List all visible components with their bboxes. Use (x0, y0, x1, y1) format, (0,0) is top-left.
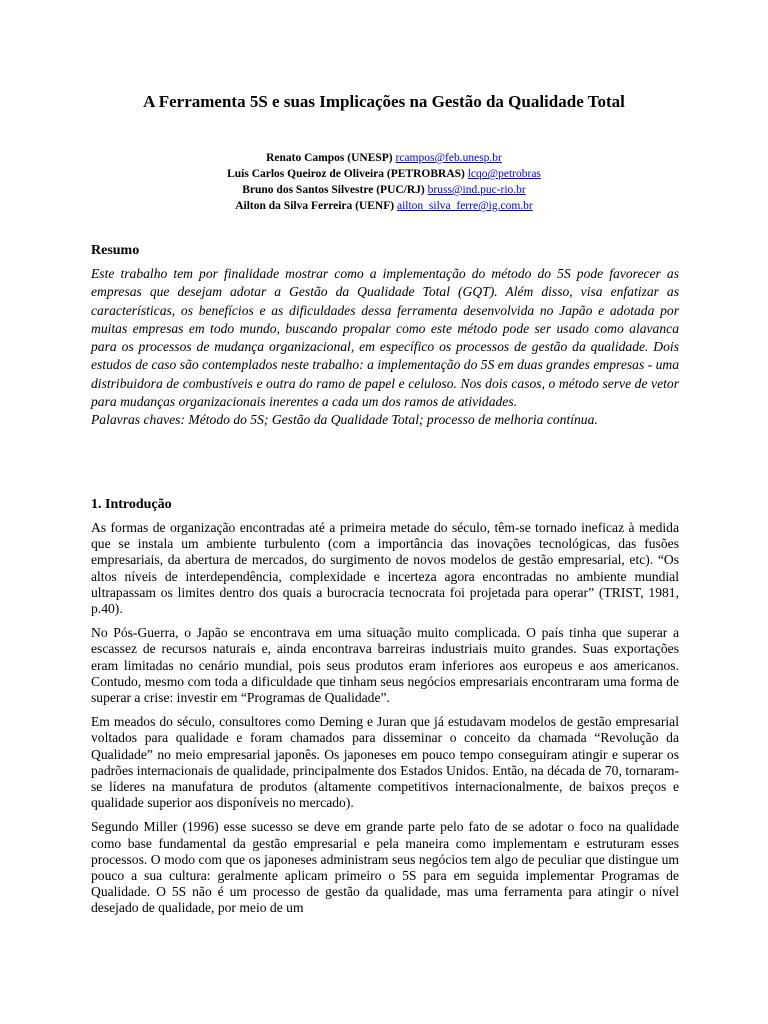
body-paragraph: No Pós-Guerra, o Japão se encontrava em uma situação muito complicada. O país tinha que superar a escassez de recursos naturais e, ainda encontrava barreiras industriais muito grandes. Suas exportações eram limitadas no cenário mundial, pois seus produtos eram inferiores aos europeus e aos americanos. Contudo, mesmo com toda a dificuldade que tinham seus negócios empresariais encontraram uma forma de superar a crise: investir em “Programas de Qualidade”. (91, 625, 679, 706)
abstract-text: Este trabalho tem por finalidade mostrar como a implementação do método do 5S pode favorecer as empresas que desejam adotar a Gestão da Qualidade Total (GQT). Além disso, visa enfatizar as características, os benefícios e as dificuldades dessa ferramenta desenvolvida no Japão e adotada por muitas empresas em todo mundo, buscando propalar como este método pode ser usado como alavanca para os processos de mudança organizacional, em específico os processos de gestão da qualidade. Dois estudos de caso são contemplados neste trabalho: a implementação do 5S em duas grandes empresas - uma distribuidora de combustíveis e outra do ramo de papel e celuloso. Nos dois casos, o método serve de vetor para mudanças organizacionais inerentes a cada um dos ramos de atividades. (91, 266, 679, 410)
body-paragraph: As formas de organização encontradas até a primeira metade do século, têm-se tornado ineficaz à medida que se instala um ambiente turbulento (com a importância das inovações tecnológicas, das fusões empresariais, da abertura de mercados, do surgimento de novos modelos de gestão empresarial, etc). “Os altos níveis de interdependência, complexidade e incerteza agora encontradas no ambiente mundial ultrapassam os limites dentro dos quais a burocracia tecnocrata foi projetada para operar” (TRIST, 1981, p.40). (91, 520, 679, 617)
abstract-block (91, 265, 679, 430)
author-email-link[interactable]: bruss@ind.puc-rio.br (427, 184, 526, 196)
keywords-line: Palavras chaves: Método do 5S; Gestão da Qualidade Total; processo de melhoria contínua. (91, 412, 598, 428)
abstract-heading: Resumo (91, 243, 140, 258)
body-paragraph: Em meados do século, consultores como Deming e Juran que já estudavam modelos de gestão empresarial voltados para qualidade e foram chamados para disseminar o conceito da chamada “Revolução da Qualidade” no meio empresarial japonês. Os japoneses em pouco tempo conseguiram atingir e superar os padrões internacionais de qualidade, principalmente dos Estados Unidos. Então, na década de 70, tornaram-se líderes na manufatura de produtos (altamente competitivos internacionalmente, de baixos preços e qualidade superior aos disponíveis no mercado). (91, 714, 679, 811)
section-heading-introducao: 1. Introdução (91, 497, 172, 512)
author-list (0, 150, 768, 214)
introduction-body (91, 520, 679, 925)
author-email-link[interactable]: rcampos@feb.unesp.br (395, 152, 502, 164)
paper-title: A Ferramenta 5S e suas Implicações na Gestão da Qualidade Total (143, 92, 625, 111)
author-email-link[interactable]: lcqo@petrobras (467, 168, 541, 180)
author-name: Bruno dos Santos Silvestre (PUC/RJ) (242, 184, 425, 196)
author-entry (0, 182, 768, 198)
author-name: Ailton da Silva Ferreira (UENF) (235, 200, 395, 212)
body-paragraph: Segundo Miller (1996) esse sucesso se deve em grande parte pelo fato de se adotar o foco na qualidade como base fundamental da gestão empresarial e pela maneira como implementam e estruturam esses processos. O modo com que os japoneses administram seus negócios tem algo de peculiar que distingue um pouco a sua cultura: geralmente aplicam primeiro o 5S para em seguida implementar Programas de Qualidade. O 5S não é um processo de gestão da qualidade, mas uma ferramenta para atingir o nível desejado de qualidade, por meio de um (91, 819, 679, 916)
author-entry (0, 150, 768, 166)
author-name: Luís Carlos Queiroz de Oliveira (PETROBRAS) (227, 168, 465, 180)
author-entry (0, 198, 768, 214)
author-email-link[interactable]: ailton_silva_ferre@ig.com.br (396, 200, 533, 212)
author-entry (0, 166, 768, 182)
author-name: Renato Campos (UNESP) (266, 152, 393, 164)
